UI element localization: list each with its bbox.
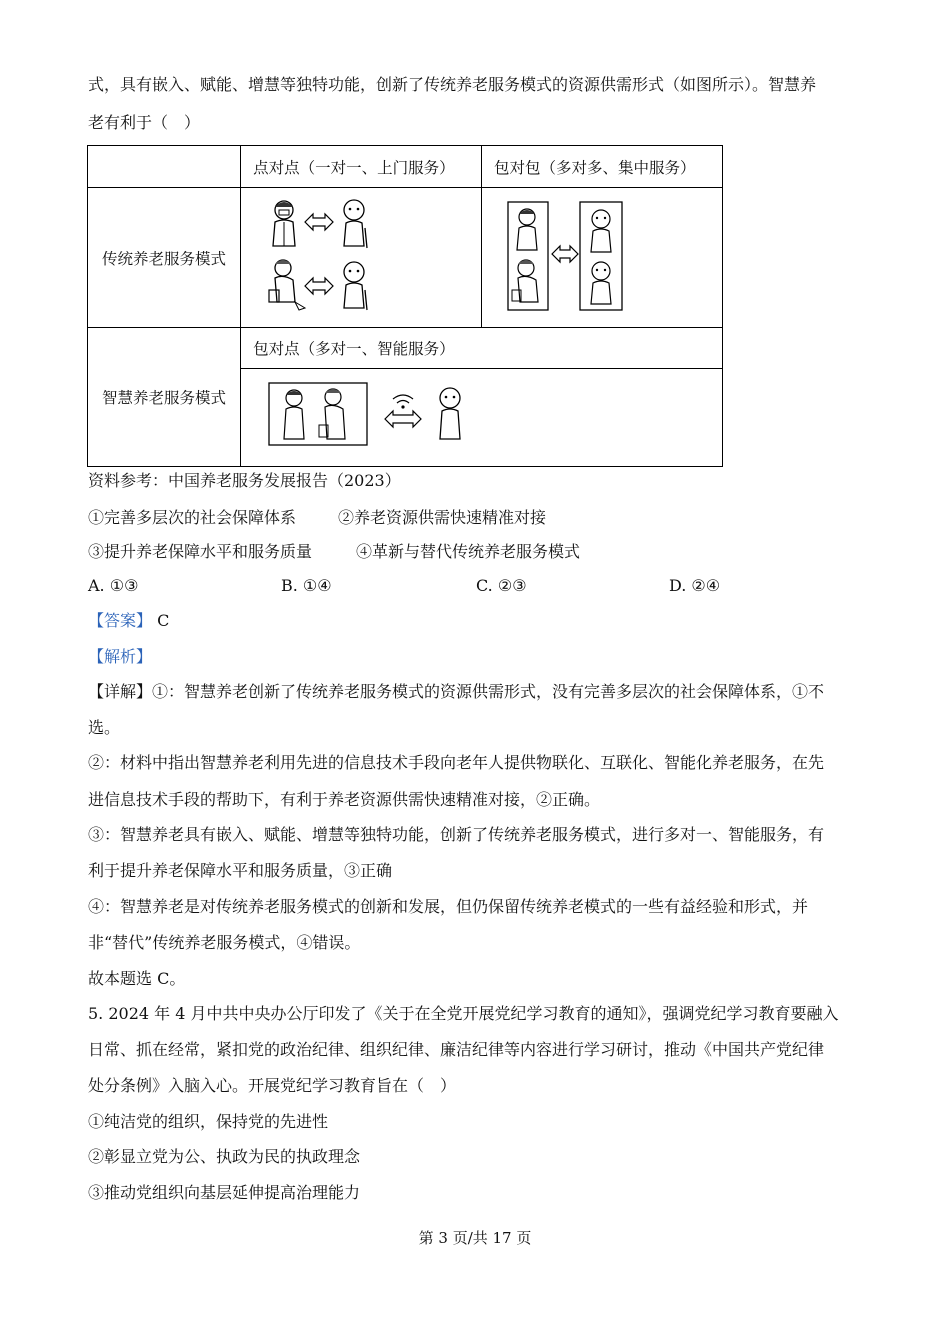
nurse-icon [284, 390, 304, 439]
elderly-icon [344, 262, 367, 310]
smart-illustration [241, 369, 723, 467]
detail-line: 非“替代”传统养老服务模式，④错误。 [88, 933, 361, 952]
elderly-group-frame [580, 202, 622, 310]
detail-line: ④：智慧养老是对传统养老服务模式的创新和发展，但仍保留传统养老模式的一些有益经验和形式，并 [88, 897, 809, 916]
q4-intro-line-1: 式，具有嵌入、赋能、增慧等独特功能，创新了传统养老服务模式的资源供需形式（如图所示）。智慧养 [88, 75, 817, 94]
row-label-smart: 智慧养老服务模式 [88, 328, 241, 467]
service-mode-table [87, 145, 723, 467]
source-note: 资料参考：中国养老服务发展报告（2023） [88, 471, 401, 490]
detail-line: 进信息技术手段的帮助下，有利于养老资源供需快速精准对接，②正确。 [88, 790, 601, 809]
traditional-package-illustration [482, 188, 723, 328]
option-d[interactable]: D. ②④ [669, 576, 721, 595]
nurse-icon [273, 201, 295, 246]
answer-tag: 【答案】 [88, 611, 153, 630]
statement-2: ②养老资源供需快速精准对接 [338, 508, 547, 527]
elderly-icon [591, 262, 611, 304]
detail-line: ③：智慧养老具有嵌入、赋能、增慧等独特功能，创新了传统养老服务模式，进行多对一、智能服务，有 [88, 825, 825, 844]
double-arrow-icon [385, 411, 421, 427]
answer-value: C [157, 611, 170, 630]
col-header-package: 包对包（多对多、集中服务） [482, 146, 723, 188]
elderly-icon [591, 210, 611, 252]
option-a[interactable]: A. ①③ [88, 576, 139, 595]
q4-intro-line-2: 老有利于（ ） [88, 113, 201, 132]
q5-stem-line-2: 日常、抓在经常，紧扣党的政治纪律、组织纪律、廉洁纪律等内容进行学习研讨，推动《中国共产党纪律 [88, 1040, 825, 1059]
nurse-icon [517, 209, 537, 250]
double-arrow-icon [305, 214, 333, 230]
wifi-icon [393, 395, 413, 409]
detail-line: 故本题选 C。 [88, 969, 186, 988]
smart-header: 包对点（多对一、智能服务） [241, 328, 723, 369]
detail-line: 利于提升养老保障水平和服务质量，③正确 [88, 861, 393, 880]
detail-line: 选。 [88, 718, 121, 737]
q5-statement-3: ③推动党组织向基层延伸提高治理能力 [88, 1183, 361, 1202]
page-footer: 第 3 页/共 17 页 [418, 1229, 532, 1247]
col-header-point: 点对点（一对一、上门服务） [241, 146, 482, 188]
detail-line: ②：材料中指出智慧养老利用先进的信息技术手段向老年人提供物联化、互联化、智能化养老服务，在先 [88, 753, 825, 772]
statement-1: ①完善多层次的社会保障体系 [88, 508, 297, 527]
statement-4: ④革新与替代传统养老服务模式 [356, 542, 581, 561]
option-b[interactable]: B. ①④ [281, 576, 332, 595]
double-arrow-icon [552, 246, 578, 262]
analysis-tag: 【解析】 [88, 647, 153, 666]
elderly-icon [440, 388, 460, 439]
traditional-point-illustration [241, 188, 482, 328]
double-arrow-icon [305, 278, 333, 294]
q5-statement-2: ②彰显立党为公、执政为民的执政理念 [88, 1147, 361, 1166]
table-corner-cell [88, 146, 241, 188]
row-label-traditional: 传统养老服务模式 [88, 188, 241, 328]
elderly-icon [344, 200, 367, 248]
cleaner-icon [269, 260, 305, 310]
statement-3: ③提升养老保障水平和服务质量 [88, 542, 313, 561]
cleaner-icon [319, 389, 345, 439]
q5-stem-line-1: 5. 2024 年 4 月中共中央办公厅印发了《关于在全党开展党纪学习教育的通知》，强调党纪学习教育要融入 [88, 1004, 839, 1023]
detail-line: 【详解】①：智慧养老创新了传统养老服务模式的资源供需形式，没有完善多层次的社会保障体系，①不 [88, 682, 825, 701]
q5-stem-line-3: 处分条例》入脑入心。开展党纪学习教育旨在（ ） [88, 1076, 457, 1095]
option-c[interactable]: C. ②③ [476, 576, 527, 595]
q5-statement-1: ①纯洁党的组织，保持党的先进性 [88, 1112, 329, 1131]
cleaner-icon [512, 260, 538, 302]
answer-line [88, 610, 169, 632]
provider-group-frame [508, 202, 548, 310]
